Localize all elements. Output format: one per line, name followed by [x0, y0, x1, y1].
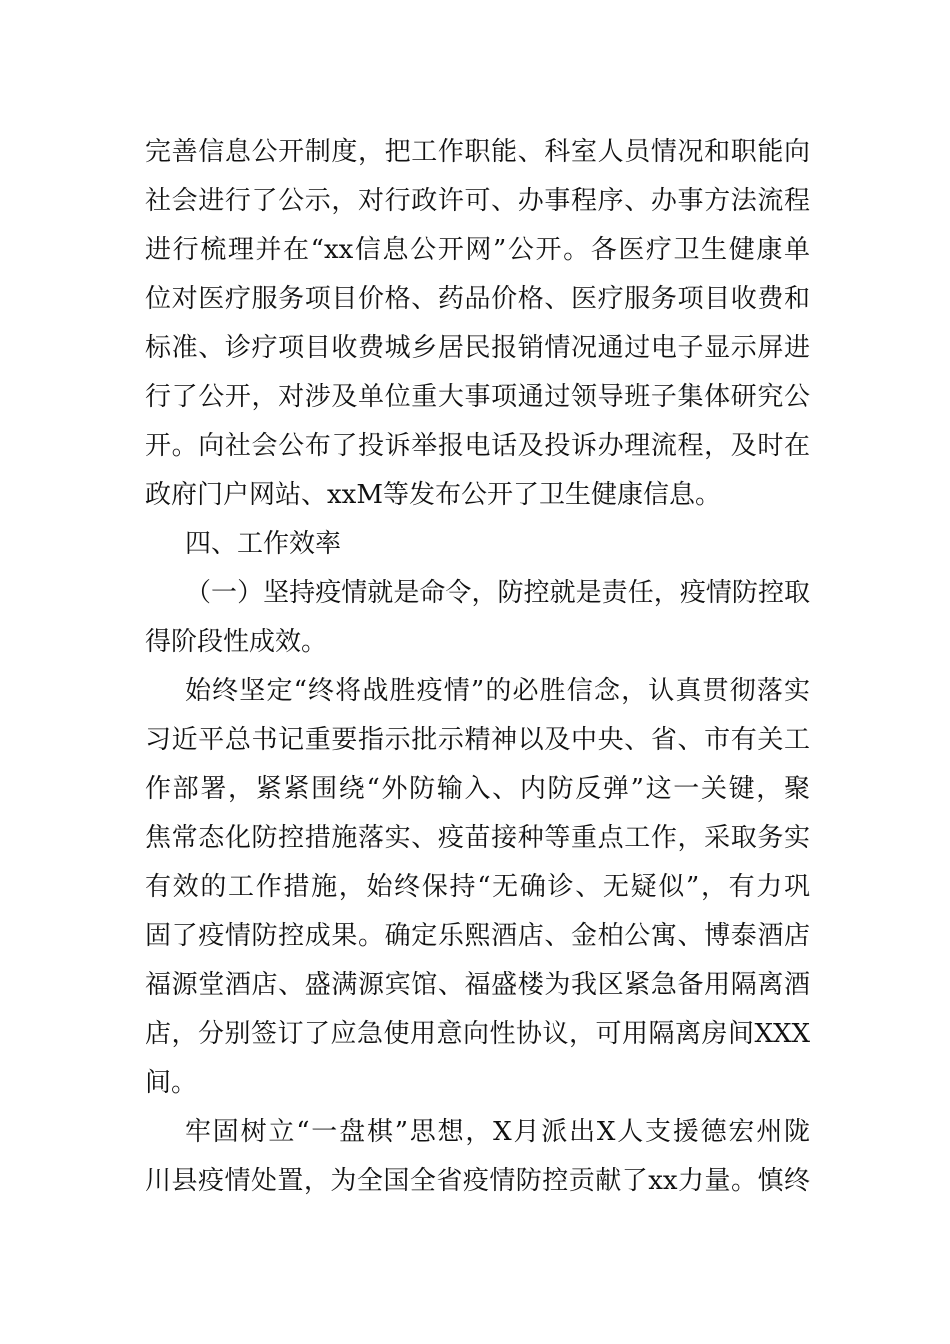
subsection-heading — [145, 569, 810, 667]
paragraph-support-aid — [145, 1108, 810, 1206]
text-line: 店，分别签订了应急使用意向性协议，可用隔离房间XXX — [145, 1019, 810, 1049]
text-line: 习近平总书记重要指示批示精神以及中央、省、市有关工 — [145, 725, 810, 755]
text-line: 社会进行了公示，对行政许可、办事程序、办事方法流程 — [145, 186, 810, 216]
subsection-heading-line: （一）坚持疫情就是命令，防控就是责任，疫情防控取 — [185, 578, 810, 608]
text-line: 政府门户网站、xxM等发布公开了卫生健康信息。 — [145, 480, 721, 510]
text-line: 川县疫情处置，为全国全省疫情防控贡献了xx力量。慎终 — [145, 1166, 810, 1196]
text-line: 固了疫情防控成果。确定乐熙酒店、金柏公寓、博泰酒店 — [145, 921, 810, 951]
text-line: 位对医疗服务项目价格、药品价格、医疗服务项目收费和 — [145, 284, 810, 314]
text-line: 福源堂酒店、盛满源宾馆、福盛楼为我区紧急备用隔离酒 — [145, 970, 810, 1000]
text-line: 间。 — [145, 1068, 198, 1098]
text-line: 标准、诊疗项目收费城乡居民报销情况通过电子显示屏进 — [145, 333, 810, 363]
text-line: 开。向社会公布了投诉举报电话及投诉办理流程，及时在 — [145, 431, 810, 461]
text-line: 完善信息公开制度，把工作职能、科室人员情况和职能向 — [145, 137, 810, 167]
text-line: 焦常态化防控措施落实、疫苗接种等重点工作，采取务实 — [145, 823, 810, 853]
paragraph-info-disclosure — [145, 128, 810, 520]
text-line: 进行梳理并在“xx信息公开网”公开。各医疗卫生健康单 — [145, 235, 810, 265]
text-line: 始终坚定“终将战胜疫情”的必胜信念，认真贯彻落实 — [185, 676, 810, 706]
text-line: 作部署，紧紧围绕“外防输入、内防反弹”这一关键，聚 — [145, 774, 810, 804]
section-heading — [145, 520, 810, 569]
text-line: 牢固树立“一盘棋”思想，X月派出X人支援德宏州陇 — [185, 1117, 810, 1147]
paragraph-epidemic-control — [145, 667, 810, 1108]
document-page — [145, 128, 810, 1206]
section-heading-text: 四、工作效率 — [185, 529, 342, 559]
subsection-heading-line: 得阶段性成效。 — [145, 627, 328, 657]
text-line: 有效的工作措施，始终保持“无确诊、无疑似”，有力巩 — [145, 872, 810, 902]
text-line: 行了公开，对涉及单位重大事项通过领导班子集体研究公 — [145, 382, 810, 412]
